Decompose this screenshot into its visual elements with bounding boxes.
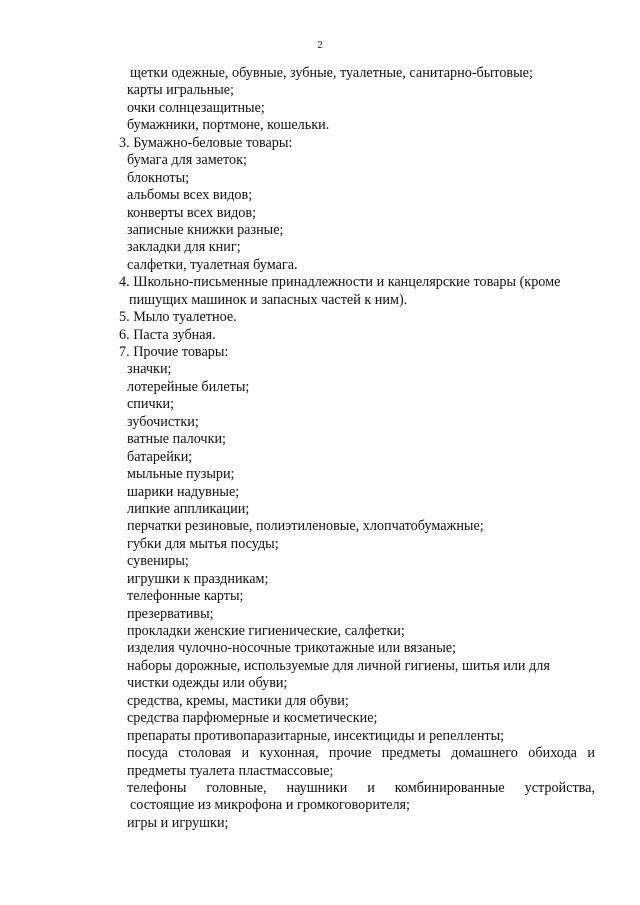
list-item: спички; bbox=[127, 396, 175, 413]
list-item: значки; bbox=[127, 361, 172, 378]
list-item: телефоны головные, наушники и комбинированные устройства, bbox=[127, 779, 595, 796]
list-item: средства парфюмерные и косметические; bbox=[127, 710, 378, 727]
section-heading: 5. Мыло туалетное. bbox=[119, 309, 237, 326]
list-item: блокноты; bbox=[127, 169, 190, 186]
list-item: посуда столовая и кухонная, прочие предметы домашнего обихода и bbox=[127, 745, 595, 762]
list-item: игрушки к праздникам; bbox=[127, 570, 269, 587]
list-item: бумага для заметок; bbox=[127, 152, 247, 169]
list-item-continuation: состоящие из микрофона и громкоговорителя; bbox=[130, 797, 410, 814]
section-heading: 7. Прочие товары: bbox=[119, 344, 229, 360]
list-item: телефонные карты; bbox=[127, 588, 244, 605]
list-item: батарейки; bbox=[127, 448, 193, 465]
list-item: игры и игрушки; bbox=[127, 814, 229, 831]
section-heading: 4. Школьно-письменные принадлежности и канцелярские товары (кроме bbox=[119, 274, 561, 291]
section-heading: 6. Паста зубная. bbox=[119, 326, 216, 343]
list-item: мыльные пузыри; bbox=[127, 466, 235, 483]
list-item: наборы дорожные, используемые для личной гигиены, шитья или для bbox=[127, 657, 550, 674]
list-item: бумажники, портмоне, кошельки. bbox=[127, 117, 330, 134]
list-item: закладки для книг; bbox=[127, 239, 241, 256]
list-item-continuation: предметы туалета пластмассовые; bbox=[127, 762, 334, 779]
section-heading: 3. Бумажно-беловые товары: bbox=[119, 134, 293, 151]
list-item: альбомы всех видов; bbox=[127, 187, 253, 204]
list-item: записные книжки разные; bbox=[127, 221, 284, 238]
section-heading-continuation: пишущих машинок и запасных частей к ним). bbox=[129, 291, 408, 308]
list-item: шарики надувные; bbox=[127, 483, 240, 500]
list-item-continuation: чистки одежды или обуви; bbox=[127, 675, 288, 692]
list-item: средства, кремы, мастики для обуви; bbox=[127, 692, 349, 709]
list-item: карты игральные; bbox=[127, 82, 235, 99]
list-item: липкие аппликации; bbox=[127, 500, 250, 517]
document-body bbox=[0, 65, 640, 832]
list-item: губки для мытья посуды; bbox=[127, 535, 279, 552]
list-item: конверты всех видов; bbox=[127, 204, 257, 221]
list-item: салфетки, туалетная бумага. bbox=[127, 256, 298, 273]
list-item: препараты противопаразитарные, инсектициды и репелленты; bbox=[127, 727, 505, 744]
list-item: сувениры; bbox=[127, 553, 189, 570]
list-item: изделия чулочно-носочные трикотажные или вязаные; bbox=[127, 640, 457, 657]
list-item: прокладки женские гигиенические, салфетки; bbox=[127, 623, 405, 639]
list-item: лотерейные билеты; bbox=[127, 378, 250, 395]
list-item: презервативы; bbox=[127, 605, 214, 622]
list-item: зубочистки; bbox=[127, 413, 199, 430]
list-item: ватные палочки; bbox=[127, 431, 226, 448]
list-item: щетки одежные, обувные, зубные, туалетные, санитарно-бытовые; bbox=[130, 65, 533, 81]
page-number: 2 bbox=[317, 39, 323, 51]
list-item: перчатки резиновые, полиэтиленовые, хлопчатобумажные; bbox=[127, 518, 484, 535]
list-item: очки солнцезащитные; bbox=[127, 99, 265, 116]
